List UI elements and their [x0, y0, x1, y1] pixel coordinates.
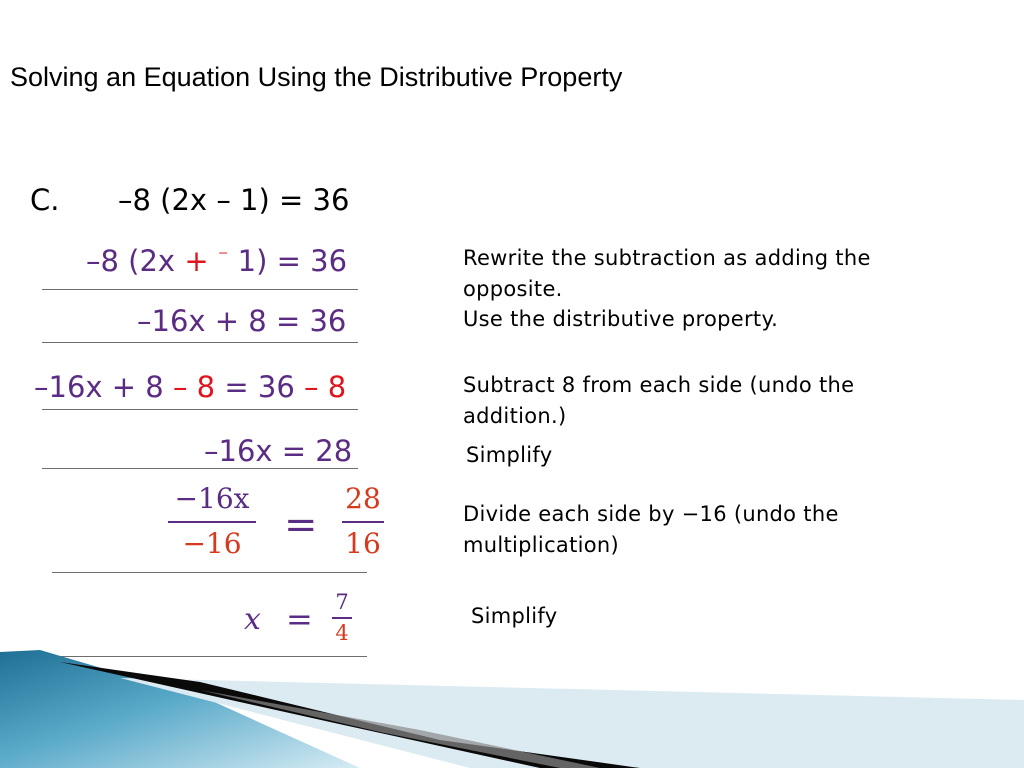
step-5-equals: =	[284, 502, 318, 548]
problem-label: C.	[30, 183, 60, 217]
step-3-part: = 36	[215, 370, 304, 404]
step-3-part: – 8	[304, 370, 347, 404]
step-1-part: +	[184, 244, 218, 278]
page-title: Solving an Equation Using the Distributive Property	[10, 62, 623, 92]
step-1-part: ⁻	[217, 244, 229, 268]
step-6-denominator: 4	[335, 621, 349, 645]
step-2-note: Use the distributive property.	[463, 307, 779, 331]
step-3-note: Subtract 8 from each side (undo the addition.)	[463, 373, 855, 428]
step-2-part: –16x + 8 = 36	[137, 304, 347, 338]
step-5-right-denominator: 16	[345, 527, 381, 560]
step-6-equals: =	[286, 600, 313, 638]
step-4-part: –16x = 28	[204, 434, 353, 468]
step-1-note: Rewrite the subtraction as adding the opposite.	[463, 246, 871, 301]
step-1-part: 1) = 36	[228, 244, 348, 278]
step-6-note: Simplify	[471, 604, 558, 628]
step-5-left-numerator: −16x	[174, 482, 250, 515]
step-6-numerator: 7	[335, 590, 349, 614]
step-5-right-numerator: 28	[345, 482, 381, 515]
problem-equation: –8 (2x – 1) = 36	[118, 183, 350, 217]
step-4-note: Simplify	[466, 443, 553, 467]
step-3-part: – 8	[172, 370, 216, 404]
step-6-variable: x	[244, 602, 261, 637]
step-1-part: –8 (2x	[86, 244, 185, 278]
step-5-left-denominator: −16	[182, 527, 242, 560]
step-3-part: –16x + 8	[34, 370, 173, 404]
step-5-note: Divide each side by −16 (undo the multiplication)	[463, 502, 839, 557]
